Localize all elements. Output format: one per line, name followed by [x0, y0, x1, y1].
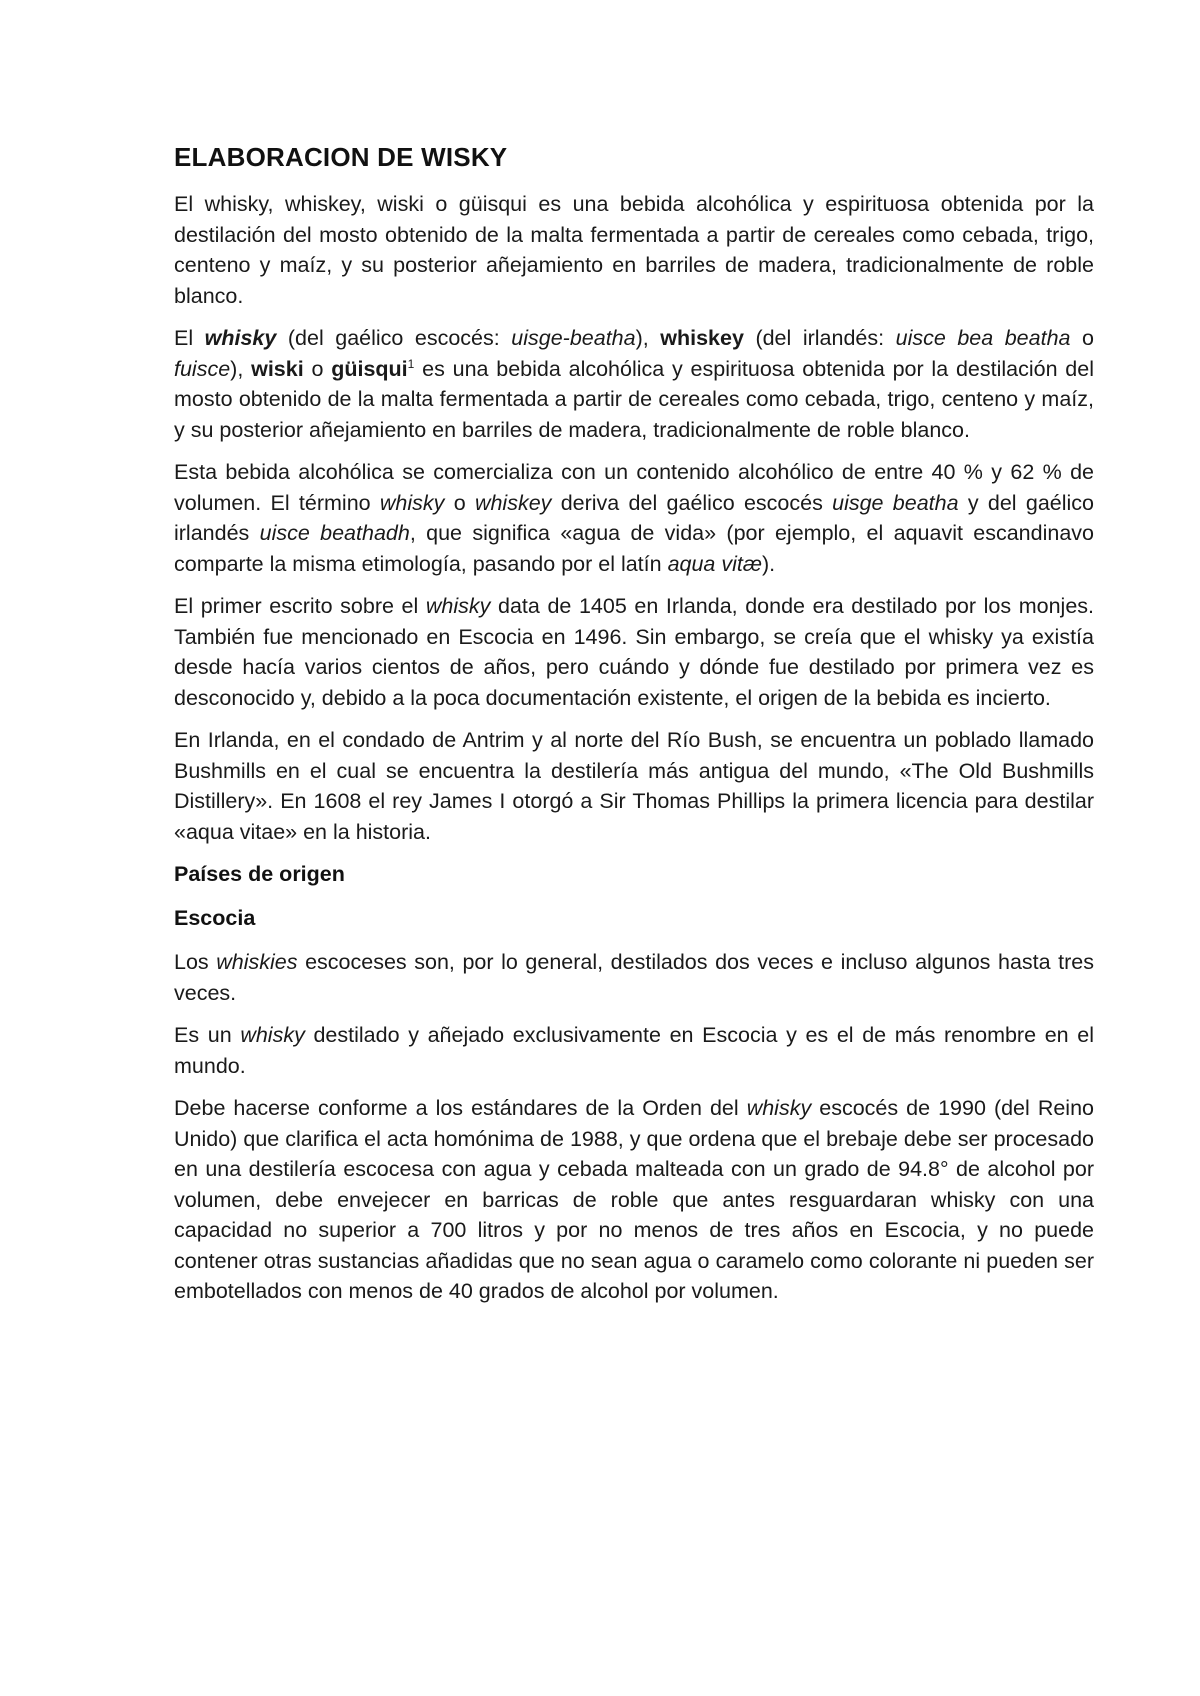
text: (del irlandés:	[743, 326, 896, 350]
term: whisky	[379, 490, 445, 515]
text: deriva del gaélico escocés	[551, 490, 833, 515]
term-whiskey: whiskey	[660, 326, 744, 350]
text: Esta bebida alcohólica se comercializa con un contenido alcohólico de entre 40 % y 62 % de volumen. El término	[174, 460, 1094, 515]
text: Los	[174, 950, 217, 974]
text: El	[174, 326, 205, 350]
term-whisky: whisky	[204, 326, 277, 350]
text: ).	[761, 551, 776, 576]
term-wiski: wiski	[251, 356, 304, 381]
term-uisge-beatha: uisge-beatha	[511, 326, 636, 350]
term-guisqui: güisqui	[331, 356, 408, 381]
term: whisky	[746, 1096, 812, 1120]
paragraph-scotch-distilled	[174, 947, 1094, 1008]
heading-escocia: Escocia	[174, 906, 256, 930]
text: destilado y añejado exclusivamente en Escocia y es el de más renombre en el mundo.	[174, 1023, 1094, 1078]
term: uisge beatha	[832, 490, 959, 515]
paragraph-history	[174, 591, 1094, 713]
text: Debe hacerse conforme a los estándares de la Orden del	[174, 1096, 747, 1120]
term: whiskies	[216, 950, 298, 974]
paragraph-etymology	[174, 323, 1094, 445]
text: escoceses son, por lo general, destilados dos veces e incluso algunos hasta tres veces.	[174, 950, 1094, 1005]
term: aqua vitæ	[667, 551, 762, 576]
paragraph-alcohol-content	[174, 457, 1094, 579]
paragraph-intro: El whisky, whiskey, wiski o güisqui es una bebida alcohólica y espirituosa obtenida por la destilación del mosto obtenido de la malta fermentada a partir de cereales como cebada, trigo, centeno y maíz, y su posterior añejamiento en barriles de madera, tradicionalmente de roble blanco.	[174, 192, 1094, 308]
term: whisky	[240, 1023, 305, 1047]
text: (del gaélico escocés:	[276, 326, 512, 350]
footnote-marker: 1	[407, 356, 415, 371]
document-title: ELABORACION DE WISKY	[174, 142, 508, 172]
paragraph-scotch-regulations	[174, 1093, 1094, 1307]
text: El primer escrito sobre el	[174, 594, 426, 618]
text: o	[444, 490, 475, 515]
term: whiskey	[474, 490, 552, 515]
heading-paises-de-origen: Países de origen	[174, 862, 345, 886]
text: , que significa «agua de vida» (por ejemplo, el aquavit escandinavo comparte la misma etimología, pasando por el latín	[174, 521, 1095, 576]
document-page	[174, 142, 1094, 1319]
paragraph-scotch-renown	[174, 1020, 1094, 1081]
text: es una bebida alcohólica y espirituosa obtenida por la destilación del mosto obtenido de la malta fermentada a partir de cereales como cebada, trigo, centeno y maíz, y su posterior añejamiento en barriles de madera, tradicionalmente de roble blanco.	[174, 356, 1095, 442]
text: o	[303, 356, 332, 381]
text: escocés de 1990 (del Reino Unido) que clarifica el acta homónima de 1988, y que ordena que el brebaje debe ser procesado en una destilería escocesa con agua y cebada malteada con un grado de 94.8° de alcohol por volumen, debe envejecer en barricas de roble que antes resguardaran whisky con una capacidad no superior a 700 litros y por no menos de tres años en Escocia, y no puede contener otras sustancias añadidas que no sean agua o caramelo como colorante ni pueden ser embotellados con menos de 40 grados de alcohol por volumen.	[174, 1096, 1094, 1303]
text: ),	[230, 356, 252, 381]
term: uisce beathadh	[259, 521, 410, 545]
text: Es un	[174, 1023, 241, 1047]
term-uisce: uisce bea beatha	[895, 326, 1071, 350]
text: y del gaélico irlandés	[174, 490, 1094, 545]
text: o	[1070, 326, 1094, 350]
text: ),	[635, 326, 661, 350]
paragraph-bushmills: En Irlanda, en el condado de Antrim y al norte del Río Bush, se encuentra un poblado llamado Bushmills en el cual se encuentra la destilería más antigua del mundo, «The Old Bushmills Distillery». En 1608 el rey James I otorgó a Sir Thomas Phillips la primera licencia para destilar «aqua vitae» en la historia.	[174, 728, 1094, 844]
term: whisky	[425, 594, 491, 618]
term-fuisce: fuisce	[174, 356, 231, 381]
text: data de 1405 en Irlanda, donde era destilado por los monjes. También fue mencionado en Escocia en 1496. Sin embargo, se creía que el whisky ya existía desde hacía varios cientos de años, pero cuándo y dónde fue destilado por primera vez es desconocido y, debido a la poca documentación existente, el origen de la bebida es incierto.	[174, 594, 1094, 710]
